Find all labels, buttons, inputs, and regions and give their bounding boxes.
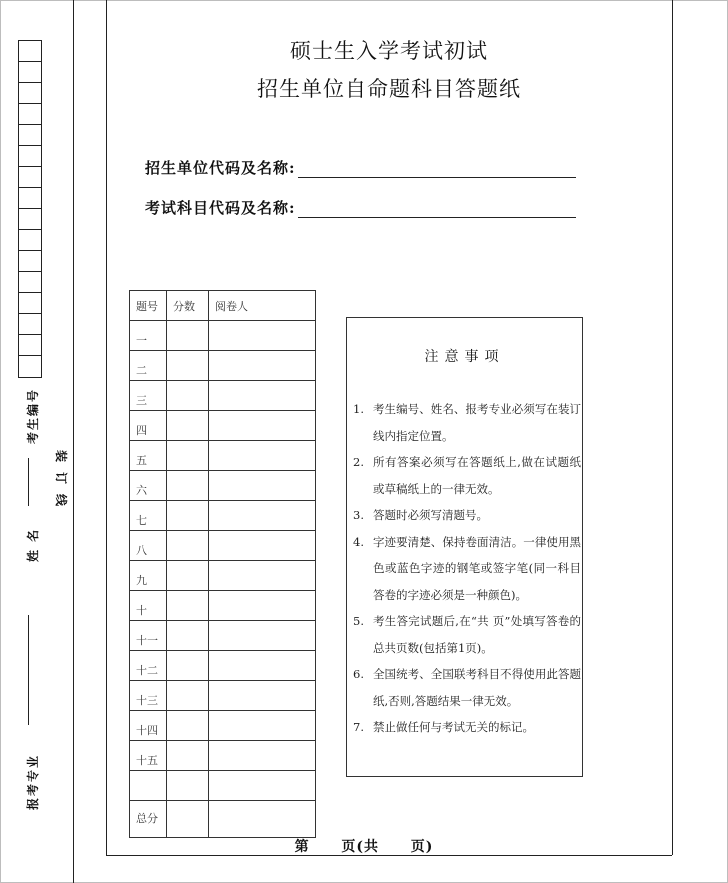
candidate-no-label: 考生编号 [26, 387, 40, 444]
question-number-cell: 十五 [130, 741, 167, 771]
candidate-number-box[interactable] [19, 293, 41, 314]
grader-cell[interactable] [209, 471, 316, 501]
score-cell[interactable] [167, 351, 209, 381]
answer-sheet-title: 招生单位自命题科目答题纸 [257, 77, 521, 101]
grader-cell[interactable] [209, 531, 316, 561]
notice-item-number: 6. [353, 667, 364, 681]
candidate-no-line [28, 458, 29, 506]
score-table-row [130, 531, 316, 561]
candidate-number-box[interactable] [19, 314, 41, 335]
notice-item-text: 全国统考、全国联考科目不得使用此答题纸,否则,答题结果一律无效。 [373, 667, 581, 708]
header-question-no: 题号 [130, 291, 167, 321]
score-table-row [130, 501, 316, 531]
candidate-number-box[interactable] [19, 167, 41, 188]
footer-page-label: 第 [294, 839, 310, 855]
question-number-cell: 七 [130, 501, 167, 531]
grader-cell[interactable] [209, 411, 316, 441]
candidate-number-box[interactable] [19, 356, 41, 377]
score-table-row [130, 471, 316, 501]
unit-field-input-line[interactable] [298, 160, 576, 178]
score-table-row [130, 321, 316, 351]
header-grader: 阅卷人 [209, 291, 316, 321]
grader-cell[interactable] [209, 651, 316, 681]
total-grader-cell[interactable] [209, 801, 316, 838]
question-number-cell [130, 771, 167, 801]
grader-cell[interactable] [209, 711, 316, 741]
question-number-cell: 八 [130, 531, 167, 561]
right-margin-rule [672, 0, 673, 855]
major-label: 报考专业 [26, 753, 40, 810]
notice-item-number: 3. [353, 508, 364, 522]
question-number-cell: 一 [130, 321, 167, 351]
score-cell[interactable] [167, 651, 209, 681]
notice-item-number: 7. [353, 720, 364, 734]
notice-list [353, 396, 581, 741]
notice-item-number: 5. [353, 614, 364, 628]
score-table-row [130, 651, 316, 681]
candidate-number-box[interactable] [19, 209, 41, 230]
score-cell[interactable] [167, 501, 209, 531]
notice-item [353, 502, 581, 529]
score-table-row [130, 741, 316, 771]
candidate-number-box[interactable] [19, 188, 41, 209]
name-label: 姓 名 [26, 527, 40, 562]
notice-item-text: 禁止做任何与考试无关的标记。 [373, 720, 534, 734]
binding-rule-left [73, 0, 74, 883]
notice-item-number: 4. [353, 534, 364, 549]
score-cell[interactable] [167, 441, 209, 471]
candidate-number-box[interactable] [19, 146, 41, 167]
score-table [129, 290, 316, 838]
candidate-number-box[interactable] [19, 104, 41, 125]
subject-field [145, 197, 576, 218]
question-number-cell: 二 [130, 351, 167, 381]
candidate-number-box[interactable] [19, 272, 41, 293]
notice-item [353, 661, 581, 714]
notice-title: 注意事项 [424, 349, 505, 365]
score-table-row [130, 621, 316, 651]
score-table-row [130, 771, 316, 801]
notice-item [353, 449, 581, 502]
notice-item [353, 396, 581, 449]
notice-item [353, 529, 581, 609]
grader-cell[interactable] [209, 441, 316, 471]
notice-item-text: 考生答完试题后,在“共 页”处填写答卷的总共页数(包括第1页)。 [373, 614, 581, 655]
score-table-row [130, 711, 316, 741]
score-cell[interactable] [167, 561, 209, 591]
unit-field-label: 招生单位代码及名称: [145, 159, 296, 177]
notice-item-text: 考生编号、姓名、报考专业必须写在装订线内指定位置。 [373, 402, 581, 443]
score-cell[interactable] [167, 711, 209, 741]
grader-cell[interactable] [209, 561, 316, 591]
question-number-cell: 十三 [130, 681, 167, 711]
subject-field-input-line[interactable] [298, 200, 576, 218]
score-cell[interactable] [167, 411, 209, 441]
score-cell[interactable] [167, 591, 209, 621]
notice-item-number: 1. [353, 402, 364, 416]
score-table-row [130, 411, 316, 441]
grader-cell[interactable] [209, 381, 316, 411]
score-cell[interactable] [167, 741, 209, 771]
notice-box [346, 317, 583, 777]
candidate-number-box[interactable] [19, 62, 41, 83]
question-number-cell: 五 [130, 441, 167, 471]
candidate-number-box[interactable] [19, 230, 41, 251]
score-cell[interactable] [167, 471, 209, 501]
notice-item-text: 字迹要清楚、保持卷面清洁。一律使用黑色或蓝色字迹的钢笔或签字笔(同一科目答卷的字迹必须是一种颜色)。 [373, 534, 581, 602]
notice-item [353, 608, 581, 661]
total-label-cell: 总分 [130, 801, 167, 838]
footer-page-mid: 页(共 [341, 839, 379, 855]
question-number-cell: 十一 [130, 621, 167, 651]
score-cell[interactable] [167, 381, 209, 411]
subject-field-label: 考试科目代码及名称: [145, 199, 296, 217]
score-table-row [130, 681, 316, 711]
question-number-cell: 九 [130, 561, 167, 591]
exam-title: 硕士生入学考试初试 [290, 39, 488, 63]
grader-cell[interactable] [209, 771, 316, 801]
grader-cell[interactable] [209, 351, 316, 381]
score-table-row [130, 351, 316, 381]
question-number-cell: 十 [130, 591, 167, 621]
candidate-number-box[interactable] [19, 125, 41, 146]
question-number-cell: 十四 [130, 711, 167, 741]
score-cell[interactable] [167, 321, 209, 351]
name-line [28, 615, 29, 725]
score-total-row [130, 801, 316, 838]
score-table-row [130, 381, 316, 411]
notice-item-text: 所有答案必须写在答题纸上,做在试题纸或草稿纸上的一律无效。 [373, 455, 581, 496]
notice-item-text: 答题时必须写清题号。 [373, 508, 488, 522]
unit-field [145, 157, 576, 178]
candidate-number-boxes[interactable] [18, 40, 42, 378]
grader-cell[interactable] [209, 591, 316, 621]
grader-cell[interactable] [209, 501, 316, 531]
candidate-number-box[interactable] [19, 83, 41, 104]
header-score: 分数 [167, 291, 209, 321]
grader-cell[interactable] [209, 321, 316, 351]
grader-cell[interactable] [209, 621, 316, 651]
notice-item [353, 714, 581, 741]
candidate-number-box[interactable] [19, 335, 41, 356]
total-score-cell[interactable] [167, 801, 209, 838]
candidate-number-box[interactable] [19, 41, 41, 62]
score-cell[interactable] [167, 771, 209, 801]
question-number-cell: 三 [130, 381, 167, 411]
score-table-row [130, 591, 316, 621]
grader-cell[interactable] [209, 741, 316, 771]
question-number-cell: 六 [130, 471, 167, 501]
grader-cell[interactable] [209, 681, 316, 711]
question-number-cell: 四 [130, 411, 167, 441]
page-footer [0, 836, 728, 856]
notice-item-number: 2. [353, 455, 364, 469]
question-number-cell: 十二 [130, 651, 167, 681]
score-cell[interactable] [167, 681, 209, 711]
binding-line-label: 装订线 [54, 450, 68, 517]
footer-page-end: 页) [410, 839, 434, 855]
score-cell[interactable] [167, 621, 209, 651]
score-table-row [130, 441, 316, 471]
score-table-row [130, 561, 316, 591]
candidate-number-box[interactable] [19, 251, 41, 272]
binding-rule-main [106, 0, 107, 855]
score-table-header [130, 291, 316, 321]
score-cell[interactable] [167, 531, 209, 561]
